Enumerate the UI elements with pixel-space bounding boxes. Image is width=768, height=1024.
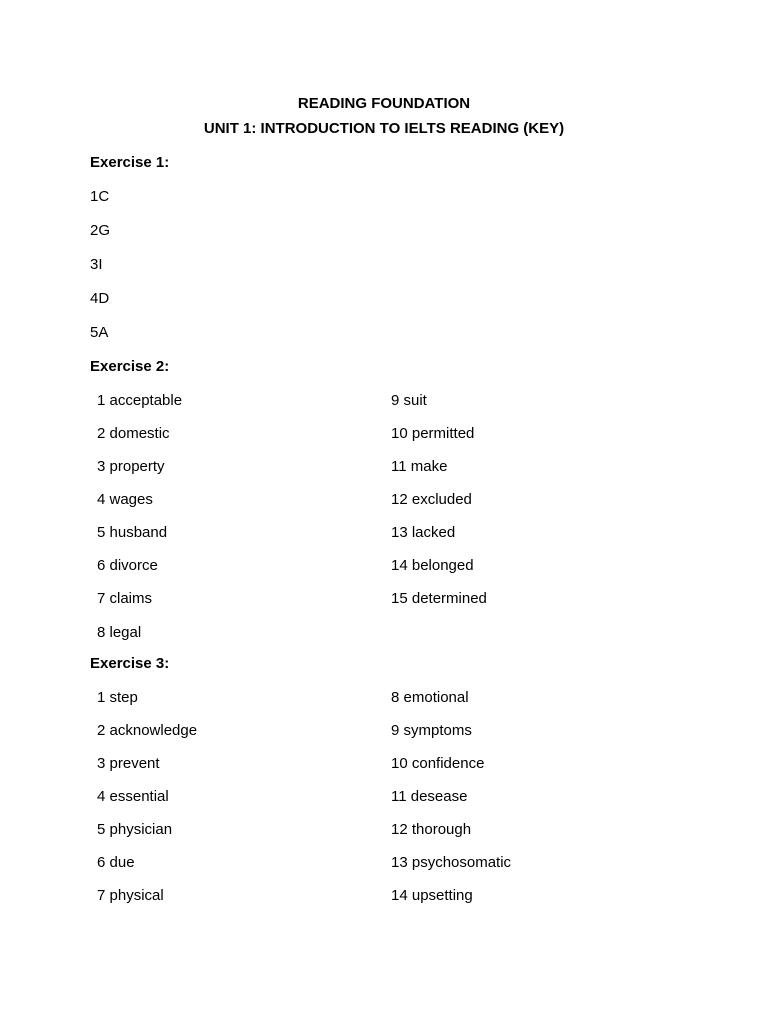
- exercise-2-heading: Exercise 2:: [90, 358, 170, 375]
- exercise-2-answer: 14 belonged: [391, 557, 474, 574]
- exercise-2-answer: 6 divorce: [97, 557, 158, 574]
- exercise-1-answer: 2G: [90, 222, 111, 239]
- exercise-3-answer: 13 psychosomatic: [391, 854, 512, 871]
- exercise-3-answer: 11 desease: [391, 788, 468, 805]
- exercise-3-answer: 3 prevent: [97, 755, 160, 772]
- exercise-1-heading: Exercise 1:: [90, 154, 170, 171]
- exercise-1-answer: 1C: [90, 188, 110, 205]
- exercise-2-answer: 8 legal: [97, 624, 142, 641]
- exercise-3-answer: 2 acknowledge: [97, 722, 198, 739]
- exercise-2-answer: 15 determined: [391, 590, 487, 607]
- exercise-3-answer: 10 confidence: [391, 755, 485, 772]
- exercise-2-answer: 7 claims: [97, 590, 153, 607]
- exercise-2-answer: 3 property: [97, 458, 165, 475]
- exercise-2-answer: 10 permitted: [391, 425, 475, 442]
- exercise-3-answer: 9 symptoms: [391, 722, 472, 739]
- exercise-3-answer: 4 essential: [97, 788, 169, 805]
- exercise-3-answer: 1 step: [97, 689, 138, 706]
- exercise-2-answer: 11 make: [391, 458, 448, 475]
- document-subtitle: UNIT 1: INTRODUCTION TO IELTS READING (KEY): [203, 120, 565, 137]
- exercise-2-answer: 12 excluded: [391, 491, 472, 508]
- exercise-2-answer: 1 acceptable: [97, 392, 183, 409]
- exercise-3-answer: 6 due: [97, 854, 135, 871]
- exercise-2-answer: 5 husband: [97, 524, 168, 541]
- exercise-3-answer: 14 upsetting: [391, 887, 473, 904]
- exercise-2-answer: 4 wages: [97, 491, 153, 508]
- exercise-1-answer: 3I: [90, 256, 103, 273]
- exercise-3-answer: 12 thorough: [391, 821, 472, 838]
- exercise-2-answer: 9 suit: [391, 392, 427, 409]
- exercise-2-answer: 13 lacked: [391, 524, 456, 541]
- exercise-3-answer: 8 emotional: [391, 689, 469, 706]
- document-title: READING FOUNDATION: [297, 95, 471, 112]
- exercise-2-answer: 2 domestic: [97, 425, 170, 442]
- exercise-1-answer: 4D: [90, 290, 110, 307]
- exercise-1-answer: 5A: [90, 324, 109, 341]
- exercise-3-heading: Exercise 3:: [90, 655, 170, 672]
- exercise-3-answer: 7 physical: [97, 887, 164, 904]
- exercise-3-answer: 5 physician: [97, 821, 173, 838]
